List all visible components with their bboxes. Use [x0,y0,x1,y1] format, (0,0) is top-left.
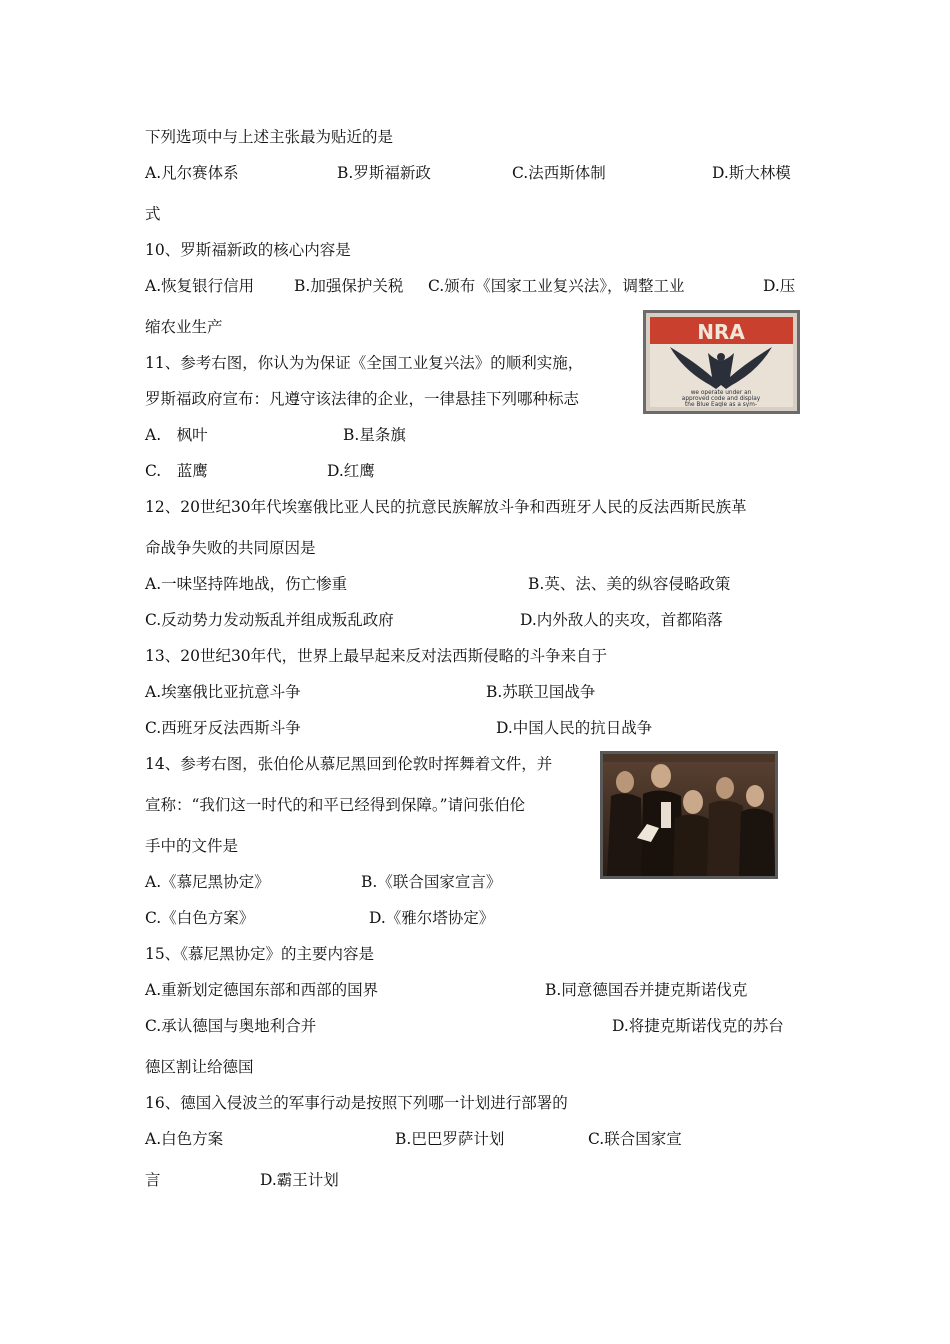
q12-stem-line2: 命战争失败的共同原因是 [145,539,316,557]
q12-option-b: B.英、法、美的纵容侵略政策 [528,575,731,593]
q16-stem: 16、德国入侵波兰的军事行动是按照下列哪一计划进行部署的 [145,1094,568,1112]
q14-option-d: D.《雅尔塔协定》 [369,909,495,927]
q9-option-d: D.斯大林模 [712,164,791,182]
q10-stem: 10、罗斯福新政的核心内容是 [145,241,351,259]
q16-option-c: C.联合国家宣 [588,1130,682,1148]
q13-option-b: B.苏联卫国战争 [486,683,596,701]
q14-stem-line3: 手中的文件是 [145,837,239,855]
nra-poster-inner [650,317,793,407]
q11-option-d: D.红鹰 [327,462,375,480]
q12-option-c: C.反动势力发动叛乱并组成叛乱政府 [145,611,394,629]
q14-stem-line2: 宣称：“我们这一时代的和平已经得到保障。”请问张伯伦 [145,796,526,814]
q11-stem-line1: 11、参考右图，你认为为保证《全国工业复兴法》的顺利实施， [145,354,584,372]
q9-option-b: B.罗斯福新政 [337,164,431,182]
q14-option-b: B.《联合国家宣言》 [361,873,502,891]
nra-caption-line3: the Blue Eagle as a sym- [685,402,757,407]
q9-option-c: C.法西斯体制 [512,164,606,182]
nra-poster-image [643,310,800,414]
q10-option-d-cont: 缩农业生产 [145,318,223,336]
q12-option-d: D.内外敌人的夹攻，首都陷落 [520,611,723,629]
q11-option-c: C. 蓝鹰 [145,462,208,480]
q11-option-a: A. 枫叶 [145,426,208,444]
chamberlain-photo-image [600,751,778,879]
q15-stem: 15、《慕尼黑协定》的主要内容是 [145,945,374,963]
q10-option-a: A.恢复银行信用 [145,277,255,295]
q13-option-d: D.中国人民的抗日战争 [496,719,653,737]
q10-option-c: C.颁布《国家工业复兴法》，调整工业 [428,277,685,295]
q13-option-a: A.埃塞俄比亚抗意斗争 [145,683,301,701]
q16-option-b: B.巴巴罗萨计划 [395,1130,505,1148]
q9-option-d-cont: 式 [145,205,161,223]
q15-option-a: A.重新划定德国东部和西部的国界 [145,981,379,999]
q13-option-c: C.西班牙反法西斯斗争 [145,719,301,737]
crowd-photo-illustration [603,754,775,876]
q14-option-c: C.《白色方案》 [145,909,255,927]
q16-option-a: A.白色方案 [145,1130,224,1148]
q11-option-b: B.星条旗 [343,426,406,444]
q10-option-b: B.加强保护关税 [294,277,404,295]
nra-caption-line1: we operate under an [690,390,752,396]
q16-option-d: D.霸王计划 [260,1171,339,1189]
q9-option-a: A.凡尔赛体系 [145,164,239,182]
nra-heading: NRA [697,320,745,344]
q9-stem-end: 下列选项中与上述主张最为贴近的是 [145,128,394,146]
nra-caption-line2: approved code and display [681,396,761,402]
q13-stem: 13、20世纪30年代，世界上最早起来反对法西斯侵略的斗争来自于 [145,647,608,665]
q15-option-b: B.同意德国吞并捷克斯诺伐克 [545,981,748,999]
q12-stem-line1: 12、20世纪30年代埃塞俄比亚人民的抗意民族解放斗争和西班牙人民的反法西斯民族革 [145,498,747,516]
q12-option-a: A.一味坚持阵地战，伤亡惨重 [145,575,348,593]
q16-option-c-cont: 言 [145,1171,161,1189]
q15-option-d-cont: 德区割让给德国 [145,1058,254,1076]
q14-stem-line1: 14、参考右图，张伯伦从慕尼黑回到伦敦时挥舞着文件，并 [145,755,553,773]
q11-stem-line2: 罗斯福政府宣布：凡遵守该法律的企业，一律悬挂下列哪种标志 [145,390,580,408]
q15-option-d: D.将捷克斯诺伐克的苏台 [612,1017,784,1035]
blue-eagle-icon [650,317,793,407]
q10-option-d: D.压 [763,277,796,295]
q15-option-c: C.承认德国与奥地利合并 [145,1017,317,1035]
q14-option-a: A.《慕尼黑协定》 [145,873,270,891]
